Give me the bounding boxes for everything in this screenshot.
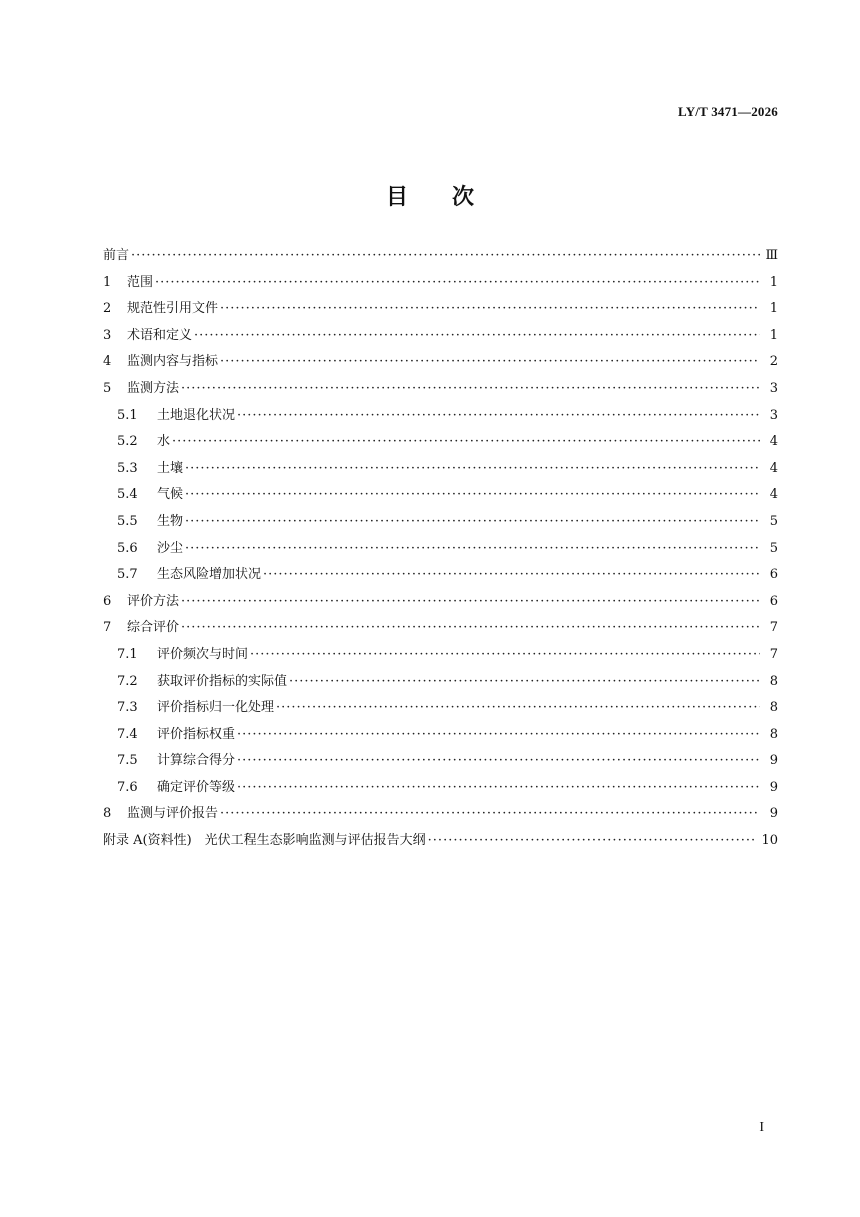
toc-entry-page: 1 [769,301,778,317]
toc-entry[interactable] [103,483,778,510]
toc-entry-page: 8 [769,700,778,716]
toc-entry-page: 1 [769,327,778,343]
toc-entry-page: 8 [769,726,778,742]
toc-entry-number: 2 [103,301,112,317]
toc-entry-label: 土地退化状况 [157,407,236,423]
toc-entry[interactable] [103,723,778,750]
toc-entry-number: 7.4 [117,726,138,742]
toc-entry-page: 7 [769,646,778,662]
toc-dot-leader [428,833,758,848]
toc-entry-number: 5.3 [117,460,138,476]
toc-entry-label: 气候 [157,487,184,503]
toc-entry[interactable] [103,377,778,404]
toc-entry-label: 综合评价 [127,620,180,636]
toc-dot-leader [237,753,760,768]
toc-dot-leader [181,594,760,609]
toc-dot-leader [194,328,760,343]
toc-entry-number: 7.3 [117,700,138,716]
toc-dot-leader [185,541,760,556]
toc-entry-label: 沙尘 [157,540,184,556]
table-of-contents [103,244,778,856]
page-number: I [759,1120,764,1135]
toc-entry-page: 2 [769,354,778,370]
toc-entry[interactable] [103,537,778,564]
toc-entry-number: 5.2 [117,434,138,450]
toc-entry-label: 确定评价等级 [157,779,236,795]
toc-dot-leader [185,487,760,502]
toc-entry[interactable] [103,404,778,431]
toc-entry-label: 前言 [103,248,130,263]
toc-entry-label: 生物 [157,513,184,529]
toc-entry-page: 8 [769,673,778,689]
toc-dot-leader [181,620,760,635]
toc-entry[interactable] [103,829,778,856]
toc-entry-number: 1 [103,274,112,290]
toc-entry[interactable] [103,802,778,829]
toc-dot-leader [185,461,760,476]
toc-entry-number: 7.6 [117,779,138,795]
toc-dot-leader [237,727,760,742]
toc-entry-number: 7 [103,620,112,636]
toc-dot-leader [276,700,760,715]
toc-dot-leader [181,381,760,396]
toc-entry-label: 附录 A(资料性) 光伏工程生态影响监测与评估报告大纲 [103,833,426,849]
toc-entry-page: 5 [769,540,778,556]
toc-entry-page: 10 [761,833,778,849]
toc-dot-leader [155,275,760,290]
toc-entry[interactable] [103,590,778,617]
toc-entry-number: 3 [103,327,112,343]
toc-entry-label: 规范性引用文件 [127,301,219,317]
toc-entry[interactable] [103,749,778,776]
toc-dot-leader [289,674,760,689]
toc-dot-leader [250,647,760,662]
toc-entry-page: 1 [769,274,778,290]
document-code: LY/T 3471—2026 [678,104,778,119]
toc-entry[interactable] [103,297,778,324]
toc-entry-number: 7.1 [117,646,138,662]
toc-entry-page: 6 [769,593,778,609]
toc-entry-number: 5 [103,380,112,396]
toc-entry-page: 4 [769,460,778,476]
toc-entry[interactable] [103,670,778,697]
toc-entry-number: 5.5 [117,513,138,529]
toc-entry[interactable] [103,457,778,484]
toc-dot-leader [263,567,760,582]
toc-entry-page: 4 [769,434,778,450]
toc-entry-page: 3 [769,380,778,396]
toc-entry[interactable] [103,643,778,670]
toc-dot-leader [131,248,760,263]
toc-dot-leader [220,806,760,821]
toc-entry-number: 5.4 [117,487,138,503]
toc-entry[interactable] [103,696,778,723]
toc-entry[interactable] [103,563,778,590]
toc-entry-page: 5 [769,513,778,529]
toc-dot-leader [172,434,760,449]
toc-entry-number: 7.5 [117,753,138,769]
toc-entry-page: 4 [769,487,778,503]
page-title: 目次 [385,185,518,210]
toc-entry-page: Ⅲ [765,248,778,263]
toc-entry-number: 5.6 [117,540,138,556]
toc-entry-label: 范围 [127,274,154,290]
toc-entry-number: 7.2 [117,673,138,689]
toc-entry[interactable] [103,350,778,377]
toc-entry[interactable] [103,616,778,643]
toc-entry-label: 计算综合得分 [157,753,236,769]
toc-entry-label: 生态风险增加状况 [157,567,262,583]
toc-entry[interactable] [103,324,778,351]
toc-entry-number: 6 [103,593,112,609]
toc-entry-number: 5.7 [117,567,138,583]
toc-dot-leader [185,514,760,529]
toc-entry-page: 9 [769,806,778,822]
toc-entry-label: 评价指标归一化处理 [157,700,275,716]
toc-entry[interactable] [103,776,778,803]
toc-entry-number: 4 [103,354,112,370]
toc-dot-leader [220,354,760,369]
toc-entry-label: 术语和定义 [127,327,193,343]
toc-entry-label: 评价频次与时间 [157,646,249,662]
toc-entry-label: 监测方法 [127,380,180,396]
toc-dot-leader [220,301,760,316]
toc-entry-number: 8 [103,806,112,822]
toc-entry-label: 监测内容与指标 [127,354,219,370]
toc-entry-page: 3 [769,407,778,423]
toc-entry-label: 土壤 [157,460,184,476]
toc-dot-leader [237,408,760,423]
toc-entry[interactable] [103,510,778,537]
toc-entry-page: 9 [769,753,778,769]
toc-entry-label: 评价指标权重 [157,726,236,742]
toc-entry-page: 6 [769,567,778,583]
toc-entry-page: 7 [769,620,778,636]
toc-entry[interactable] [103,244,778,271]
toc-entry-label: 水 [157,434,171,450]
toc-entry-label: 监测与评价报告 [127,806,219,822]
toc-dot-leader [237,780,760,795]
toc-entry-page: 9 [769,779,778,795]
toc-entry-label: 评价方法 [127,593,180,609]
toc-entry-label: 获取评价指标的实际值 [157,673,288,689]
toc-entry[interactable] [103,430,778,457]
toc-entry[interactable] [103,271,778,298]
toc-entry-number: 5.1 [117,407,138,423]
